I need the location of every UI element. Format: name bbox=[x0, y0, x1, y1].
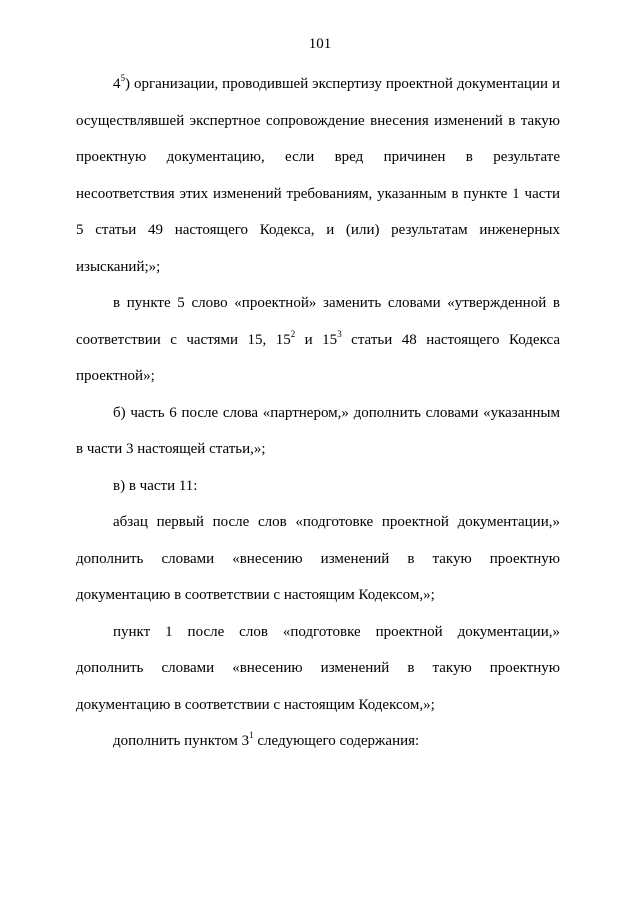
paragraph-add-point bbox=[76, 723, 560, 760]
text-fragment: статьи 48 настоящего Кодекса bbox=[341, 331, 560, 348]
text-fragment: ) организации, проводившей экспертизу проектной документации и bbox=[125, 76, 560, 92]
paragraph-point-5 bbox=[76, 285, 560, 395]
paragraph-abzac bbox=[76, 504, 560, 614]
text-line: в пункте 5 слово «проектной» заменить словами «утвержденной в bbox=[113, 295, 560, 311]
text-line: б) часть 6 после слова «партнером,» дополнить словами «указанным bbox=[113, 404, 560, 421]
text-line: 5 статьи 49 настоящего Кодекса, и (или) результатам инженерных bbox=[76, 222, 560, 238]
text-fragment: следующего содержания: bbox=[253, 733, 420, 749]
page-number: 101 bbox=[308, 36, 332, 52]
text-line: осуществлявшей экспертное сопровождение внесения изменений в такую bbox=[76, 112, 560, 129]
text-line: в части 3 настоящей статьи,»; bbox=[76, 441, 266, 457]
text-line: проектную документацию, если вред причинен в результате bbox=[76, 149, 560, 165]
text-line bbox=[76, 66, 560, 103]
superscript: 3 bbox=[337, 328, 342, 339]
paragraph-punkt-1 bbox=[76, 614, 560, 724]
item-number-superscript: 5 bbox=[120, 73, 125, 83]
paragraph-b bbox=[76, 395, 560, 468]
superscript: 2 bbox=[290, 328, 296, 339]
text-line: дополнить словами «внесению изменений в такую проектную bbox=[76, 660, 560, 676]
text-fragment: дополнить пунктом 3 bbox=[113, 733, 250, 749]
paragraph-v bbox=[76, 468, 560, 505]
text-line: изысканий;»; bbox=[76, 258, 161, 275]
item-number: 4 bbox=[113, 76, 121, 92]
text-line: документацию в соответствии с настоящим Кодексом,»; bbox=[76, 696, 435, 713]
text-line: документацию в соответствии с настоящим Кодексом,»; bbox=[76, 587, 435, 603]
text-line: дополнить словами «внесению изменений в такую проектную bbox=[76, 550, 560, 567]
text-line: в) в части 11: bbox=[113, 477, 198, 494]
text-line bbox=[76, 723, 560, 760]
text-line bbox=[76, 322, 560, 359]
superscript: 1 bbox=[249, 730, 254, 740]
text-line: абзац первый после слов «подготовке проектной документации,» bbox=[113, 514, 560, 530]
text-line: пункт 1 после слов «подготовке проектной документации,» bbox=[113, 623, 560, 640]
text-fragment: соответствии с частями 15, 15 bbox=[76, 331, 291, 348]
paragraph-item-4-5 bbox=[76, 66, 560, 285]
text-line: несоответствия этих изменений требованиям, указанным в пункте 1 части bbox=[76, 185, 560, 202]
text-fragment: и 15 bbox=[295, 331, 338, 348]
text-line: проектной»; bbox=[76, 368, 155, 384]
document-body bbox=[76, 66, 560, 760]
